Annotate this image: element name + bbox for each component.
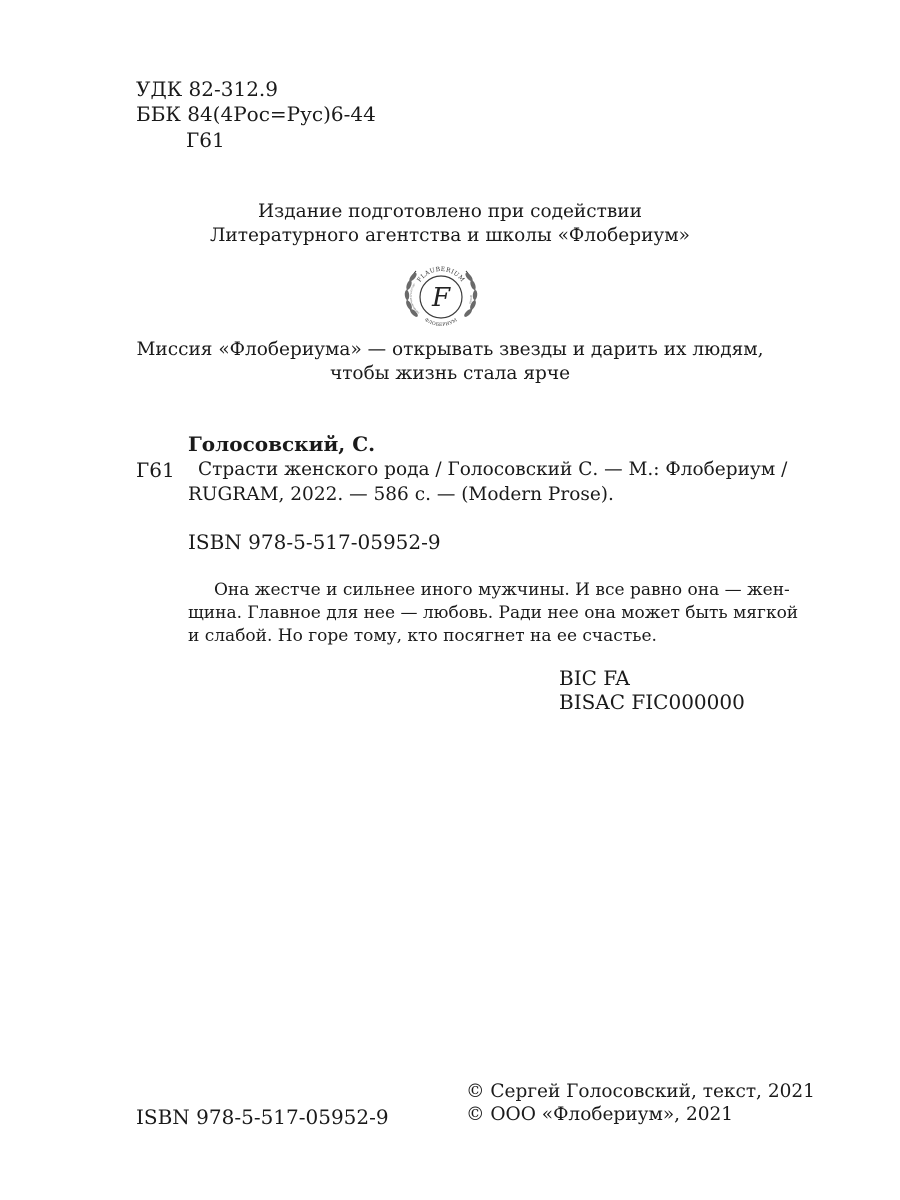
catalog-code: Г61 xyxy=(136,458,175,482)
footer-isbn: ISBN 978-5-517-05952-9 xyxy=(136,1105,389,1129)
publisher-note-line-2: Литературного агентства и школы «Флобериум» xyxy=(209,225,690,246)
udk-code: УДК 82-312.9 xyxy=(136,77,279,101)
mission-line-1: Миссия «Флобериума» — открывать звезды и дарить их людям, xyxy=(136,339,764,360)
bbk-code: ББК 84(4Рос=Рус)6-44 xyxy=(136,102,376,126)
bisac-code: BISAC FIC000000 xyxy=(559,690,745,714)
copyright-author: © Сергей Голосовский, текст, 2021 xyxy=(466,1081,815,1102)
logo-letter: F xyxy=(431,283,451,313)
logo-right-text: ШКОЛА xyxy=(468,294,473,305)
annotation-line-1: Она жестче и сильнее иного мужчины. И все равно она — жен- xyxy=(214,580,790,600)
catalog-line-2: RUGRAM, 2022. — 586 с. — (Modern Prose). xyxy=(188,484,614,505)
annotation-line-2: щина. Главное для нее — любовь. Ради нее она может быть мягкой xyxy=(188,603,799,623)
annotation-line-3: и слабой. Но горе тому, кто посягнет на ее счастье. xyxy=(188,626,657,646)
laurel-wreath-icon xyxy=(400,255,482,337)
logo-top-text: FLAUBERIUM xyxy=(415,265,466,284)
logo-left-text: ЛИТЕРАТУРНОЕ АГЕНТСТВО xyxy=(409,283,421,315)
svg-text:ФЛОБЕРИУМ xyxy=(423,317,458,328)
logo-bottom-text: ФЛОБЕРИУМ xyxy=(423,317,459,329)
publisher-note-line-1: Издание подготовлено при содействии xyxy=(258,201,642,222)
copyright-publisher: © ООО «Флобериум», 2021 xyxy=(466,1104,734,1125)
flauberium-logo xyxy=(400,255,482,337)
catalog-author: Голосовский, С. xyxy=(188,432,376,456)
catalog-isbn: ISBN 978-5-517-05952-9 xyxy=(188,530,441,554)
author-sign-code: Г61 xyxy=(186,128,225,152)
bic-code: BIC FA xyxy=(559,666,630,690)
svg-text:FLAUBERIUM xyxy=(416,266,466,284)
catalog-line-1: Страсти женского рода / Голосовский С. — М.: Флобериум / xyxy=(198,459,788,480)
mission-line-2: чтобы жизнь стала ярче xyxy=(329,363,571,384)
